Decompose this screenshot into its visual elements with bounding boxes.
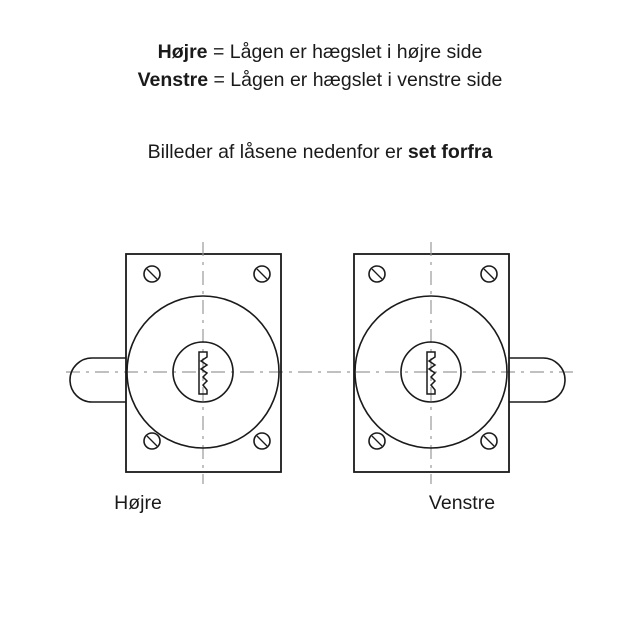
screw-slot xyxy=(484,436,494,446)
screw-slot xyxy=(147,269,157,279)
caption-lock-left: Venstre xyxy=(428,492,496,514)
lock-left xyxy=(354,242,565,484)
legend-line-right xyxy=(0,38,640,66)
screw-slot xyxy=(372,436,382,446)
legend-text-left: = Lågen er hægslet i venstre side xyxy=(208,69,503,92)
lock-right-cam xyxy=(70,358,126,402)
legend-keyword-right: Højre xyxy=(157,41,208,63)
screw-slot xyxy=(147,436,157,446)
legend-line-left xyxy=(0,66,640,94)
legend-block xyxy=(0,38,640,95)
screw-slot xyxy=(372,269,382,279)
legend-text-right: = Lågen er hægslet i højre side xyxy=(207,41,483,63)
view-note-prefix: Billeder af låsene nedenfor er xyxy=(147,141,408,163)
screw-slot xyxy=(257,436,267,446)
captions-row xyxy=(0,492,640,515)
lock-right xyxy=(70,242,281,484)
view-note-emphasis: set forfra xyxy=(407,141,493,163)
view-note xyxy=(0,138,640,166)
screw-slot xyxy=(484,269,494,279)
screw-slot xyxy=(257,269,267,279)
locks-illustration xyxy=(0,230,640,530)
caption-lock-right: Højre xyxy=(114,492,162,514)
lock-left-cam xyxy=(509,358,565,402)
locks-svg xyxy=(0,230,640,530)
legend-keyword-left: Venstre xyxy=(137,69,209,92)
